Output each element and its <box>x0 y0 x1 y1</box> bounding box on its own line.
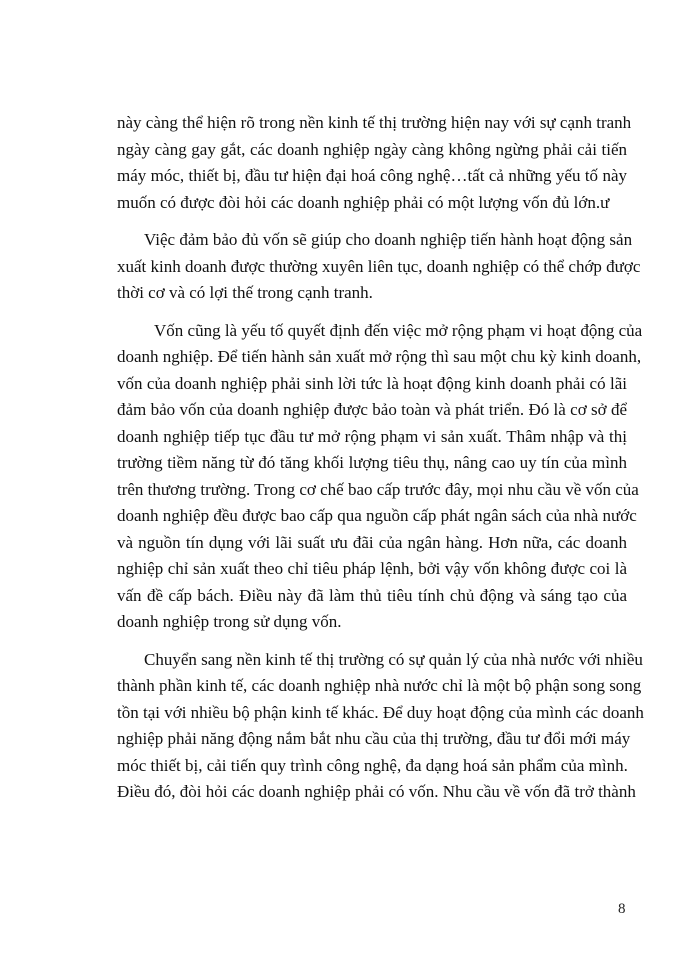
text-line: doanh nghiệp đều được bao cấp qua nguồn cấp phát ngân sách của nhà nước <box>117 506 637 525</box>
body-text <box>117 110 644 817</box>
text-line: vốn của doanh nghiệp phải sinh lời tức là hoạt động kinh doanh phải có lãi <box>117 373 627 393</box>
text-line: nghiệp phải năng động nắm bắt nhu cầu của thị trường, đầu tư đổi mới máy <box>117 729 631 748</box>
text-line: máy móc, thiết bị, đầu tư hiện đại hoá công nghệ…tất cả những yếu tố này <box>117 166 627 185</box>
text-line: ngày càng gay gắt, các doanh nghiệp ngày càng không ngừng phải cải tiến <box>117 139 627 159</box>
paragraph <box>117 227 641 307</box>
text-line: thành phần kinh tế, các doanh nghiệp nhà nước chỉ là một bộ phận song song <box>117 676 642 695</box>
text-line: trường tiềm năng từ đó tăng khối lượng tiêu thụ, nâng cao uy tín của mình <box>117 453 627 472</box>
text-line: này càng thể hiện rõ trong nền kinh tế thị trường hiện nay với sự cạnh tranh <box>117 113 632 132</box>
text-line: trên thương trường. Trong cơ chế bao cấp trước đây, mọi nhu cầu về vốn của <box>117 479 639 499</box>
page-number: 8 <box>618 901 626 917</box>
text-line: doanh nghiệp tiếp tục đầu tư mở rộng phạm vi sản xuất. Thâm nhập và thị <box>117 426 627 446</box>
text-line: Vốn cũng là yếu tố quyết định đến việc mở rộng phạm vi hoạt động của <box>154 320 643 340</box>
text-line: doanh nghiệp. Để tiến hành sản xuất mở rộng thì sau một chu kỳ kinh doanh, <box>117 347 642 366</box>
text-line: tồn tại với nhiều bộ phận kinh tế khác. Để duy hoạt động của mình các doanh <box>117 702 644 722</box>
text-line: Việc đảm bảo đủ vốn sẽ giúp cho doanh nghiệp tiến hành hoạt động sản <box>144 230 633 249</box>
text-line: nghiệp chỉ sản xuất theo chỉ tiêu pháp lệnh, bởi vậy vốn không được coi là <box>117 559 627 578</box>
text-line: vấn đề cấp bách. Điều này đã làm thủ tiêu tính chủ động và sáng tạo của <box>117 585 627 605</box>
text-line: xuất kinh doanh được thường xuyên liên tục, doanh nghiệp có thể chớp được <box>117 256 641 276</box>
paragraph <box>117 647 644 806</box>
text-line: Điều đó, đòi hỏi các doanh nghiệp phải có vốn. Nhu cầu về vốn đã trở thành <box>117 782 636 801</box>
paragraph <box>117 318 643 636</box>
text-line: doanh nghiệp trong sử dụng vốn. <box>117 612 342 631</box>
text-line: Chuyển sang nền kinh tế thị trường có sự quản lý của nhà nước với nhiều <box>144 649 643 669</box>
text-line: thời cơ và có lợi thế trong cạnh tranh. <box>117 283 373 302</box>
text-line: móc thiết bị, cải tiến quy trình công nghệ, đa dạng hoá sản phẩm của mình. <box>117 755 628 775</box>
text-line: đảm bảo vốn của doanh nghiệp được bảo toàn và phát triển. Đó là cơ sở để <box>117 400 627 419</box>
text-line: muốn có được đòi hỏi các doanh nghiệp phải có một lượng vốn đủ lớn.ư <box>117 192 610 212</box>
text-line: và nguồn tín dụng với lãi suất ưu đãi của ngân hàng. Hơn nữa, các doanh <box>117 532 627 552</box>
paragraph <box>117 110 632 216</box>
